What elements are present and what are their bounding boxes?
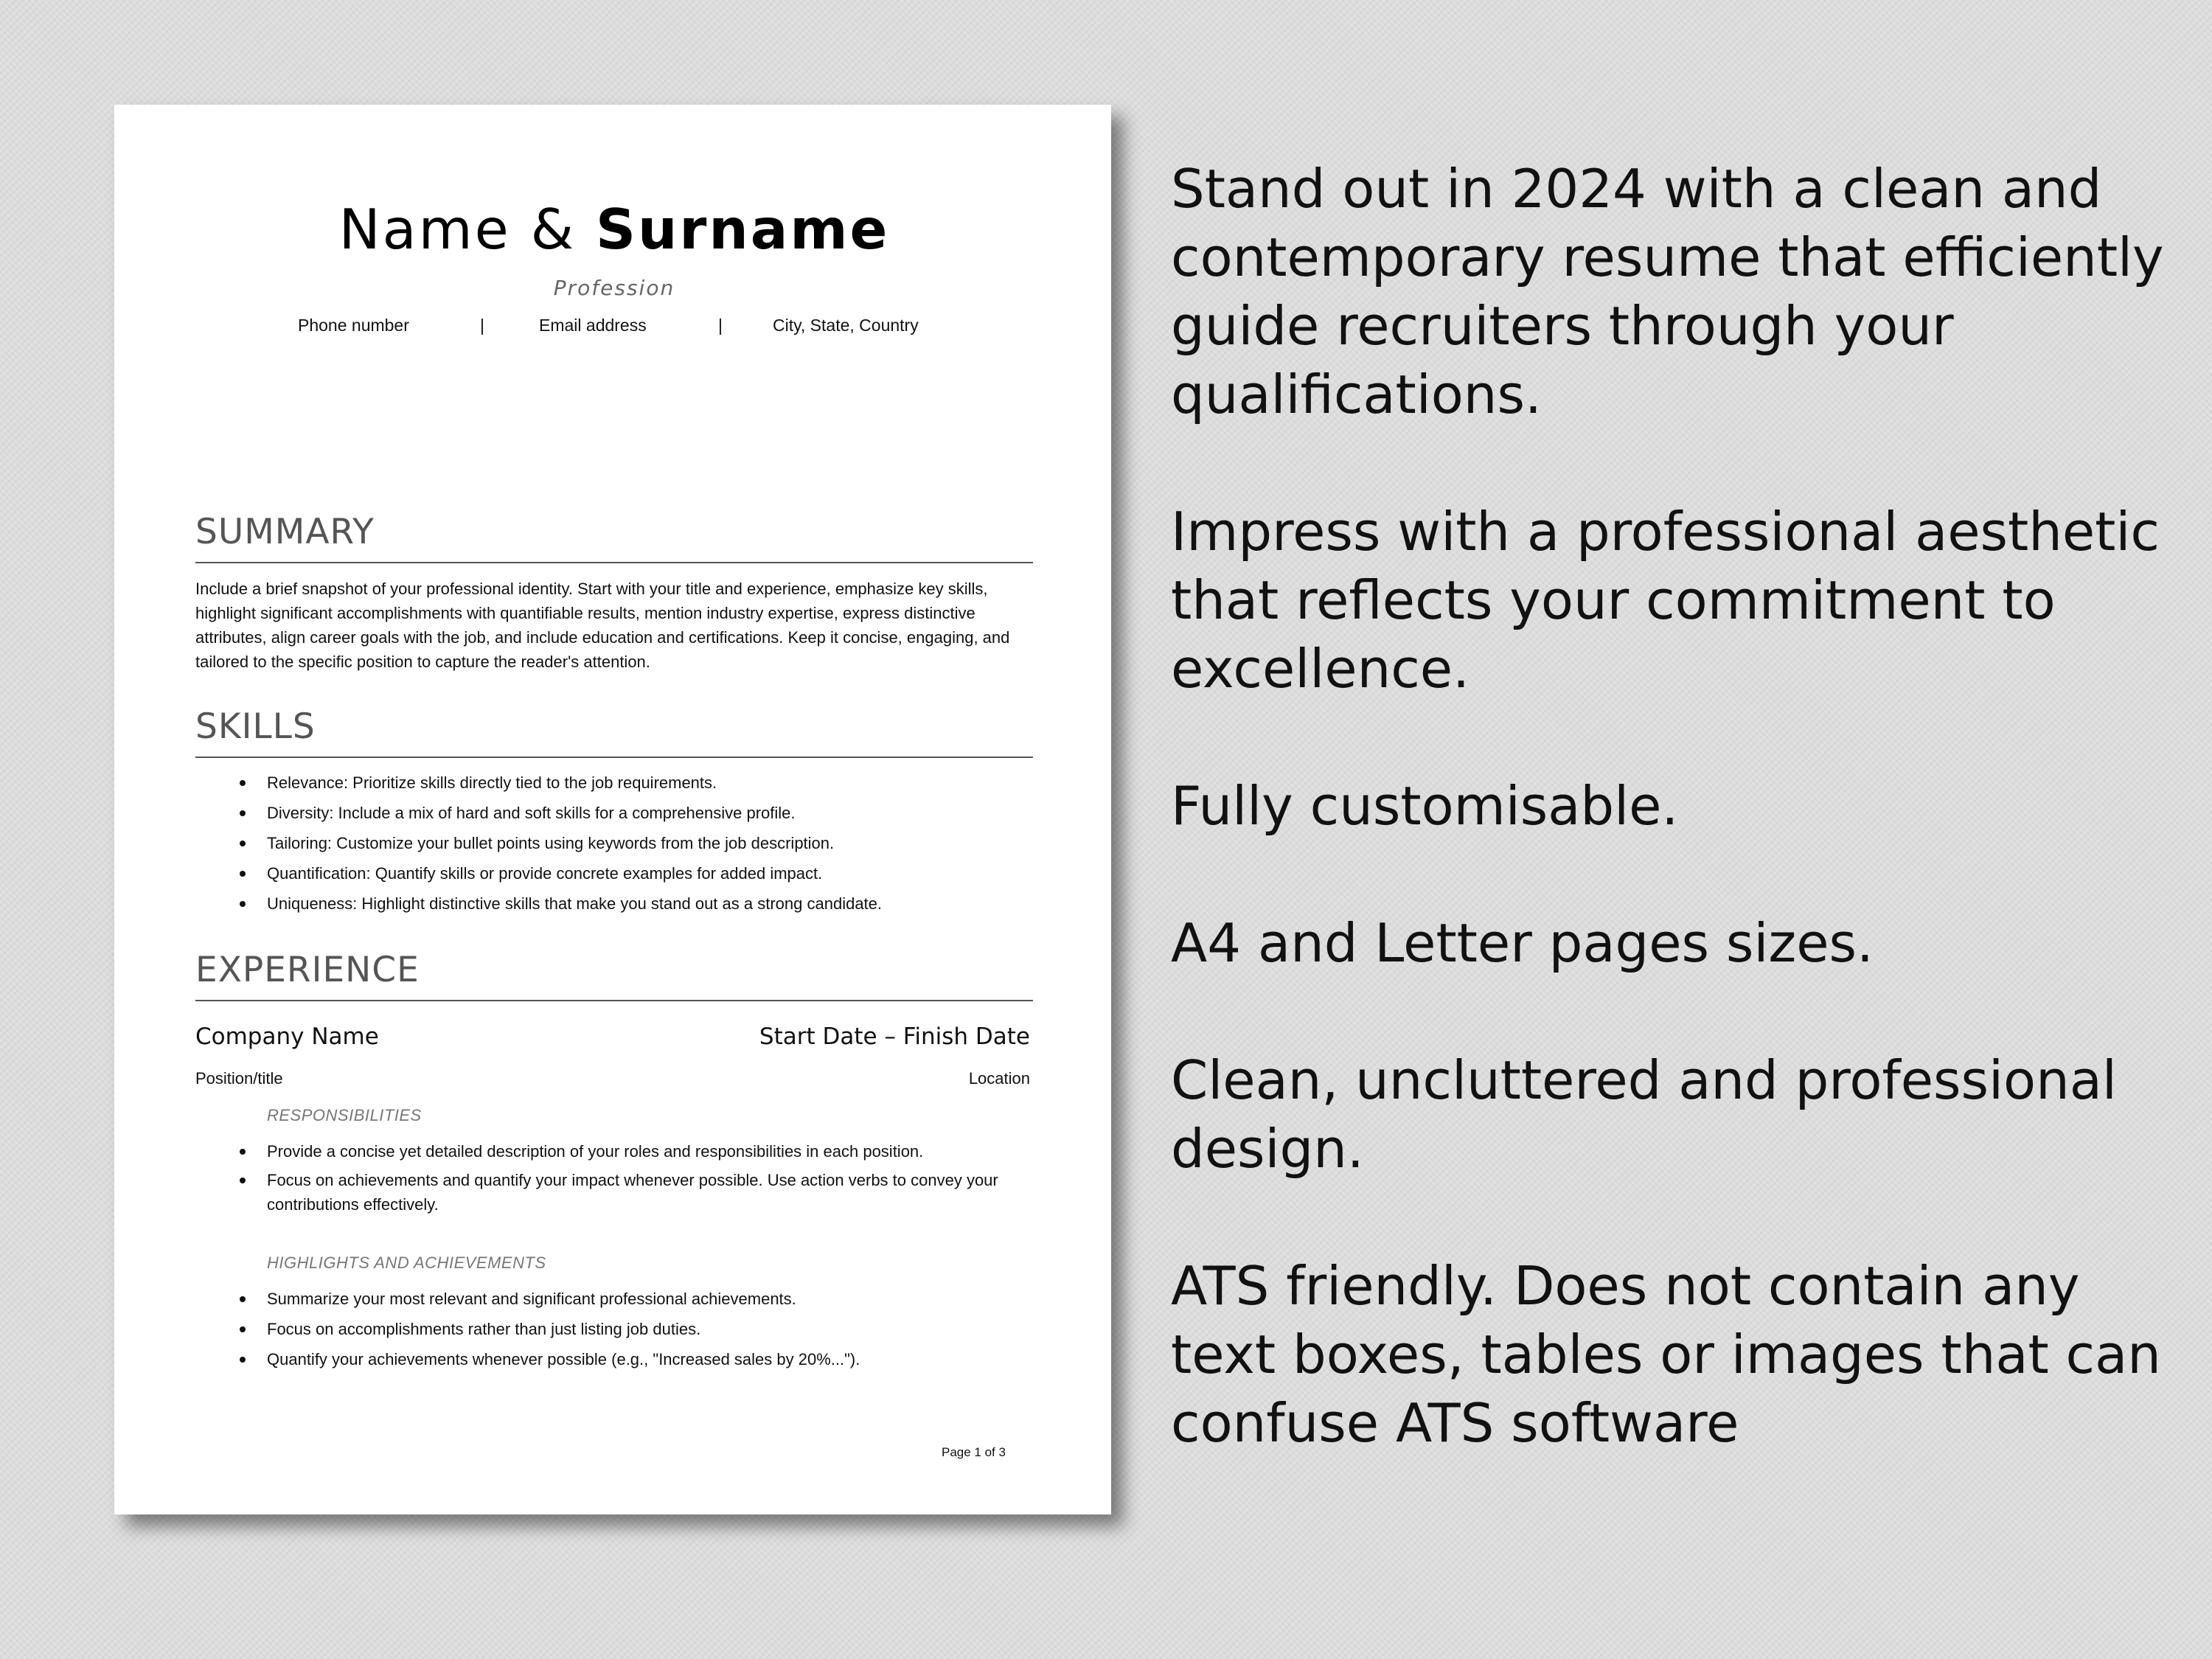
highlights-label: HIGHLIGHTS AND ACHIEVEMENTS [267,1253,546,1272]
job-location: Location [968,1069,1030,1088]
promo-paragraph: Clean, uncluttered and professional design. [1171,1049,2117,1180]
name-bold: Surname [596,197,890,262]
responsibilities-list [195,1139,1033,1221]
position-title: Position/title [195,1069,283,1088]
list-item: Tailoring: Customize your bullet points using keywords from the job description. [195,831,1033,855]
highlights-list [195,1287,1033,1377]
employment-dates: Start Date – Finish Date [759,1023,1030,1050]
resume-page [114,105,1111,1514]
list-item: Quantify your achievements whenever possible (e.g., "Increased sales by 20%..."). [195,1347,1033,1371]
name-regular: Name & [338,197,577,262]
promo-paragraph: A4 and Letter pages sizes. [1171,912,1874,974]
skills-list [195,771,1033,922]
contact-separator: | [718,316,723,335]
company-name: Company Name [195,1023,379,1050]
list-item: Provide a concise yet detailed description of your roles and responsibilities in each position. [195,1139,1033,1164]
promo-paragraph: Fully customisable. [1171,775,1679,837]
list-item: Summarize your most relevant and significant professional achievements. [195,1287,1033,1311]
list-item: Quantification: Quantify skills or provide concrete examples for added impact. [195,861,1033,886]
summary-divider [195,562,1033,563]
experience-divider [195,1000,1033,1001]
contact-line [195,316,1033,341]
list-item: Focus on achievements and quantify your impact whenever possible. Use action verbs to convey your contributions effectively. [195,1168,1033,1217]
summary-text: Include a brief snapshot of your professional identity. Start with your title and experience, emphasize key skills, highlight significant accomplishments with quantifiable results, mention industry expertise, express distinctive attributes, align career goals with the job, and include education and certifications. Keep it concise, engaging, and tailored to the specific position to capture the reader's attention. [195,580,1010,671]
experience-heading: EXPERIENCE [195,950,420,990]
skills-divider [195,757,1033,758]
page-number: Page 1 of 3 [942,1445,1006,1459]
contact-separator: | [480,316,484,335]
promo-text [1171,155,2196,1458]
list-item: Uniqueness: Highlight distinctive skills that make you stand out as a strong candidate. [195,891,1033,916]
summary-heading: SUMMARY [195,512,375,552]
list-item: Diversity: Include a mix of hard and soft skills for a comprehensive profile. [195,801,1033,825]
list-item: Focus on accomplishments rather than just listing job duties. [195,1317,1033,1341]
promo-paragraph: Impress with a professional aesthetic that reflects your commitment to excellence. [1171,501,2160,700]
profession: Profession [553,276,675,300]
skills-heading: SKILLS [195,706,316,747]
list-item: Relevance: Prioritize skills directly tied to the job requirements. [195,771,1033,795]
promo-paragraph: Stand out in 2024 with a clean and contemporary resume that efficiently guide recruiters through your qualifications. [1171,158,2164,425]
promo-paragraph: ATS friendly. Does not contain any text boxes, tables or images that can confuse ATS software [1171,1255,2161,1454]
phone-number: Phone number [298,316,409,335]
responsibilities-label: RESPONSIBILITIES [267,1106,422,1124]
resume-name [195,197,1033,262]
email-address: Email address [539,316,647,335]
city-state-country: City, State, Country [773,316,919,335]
